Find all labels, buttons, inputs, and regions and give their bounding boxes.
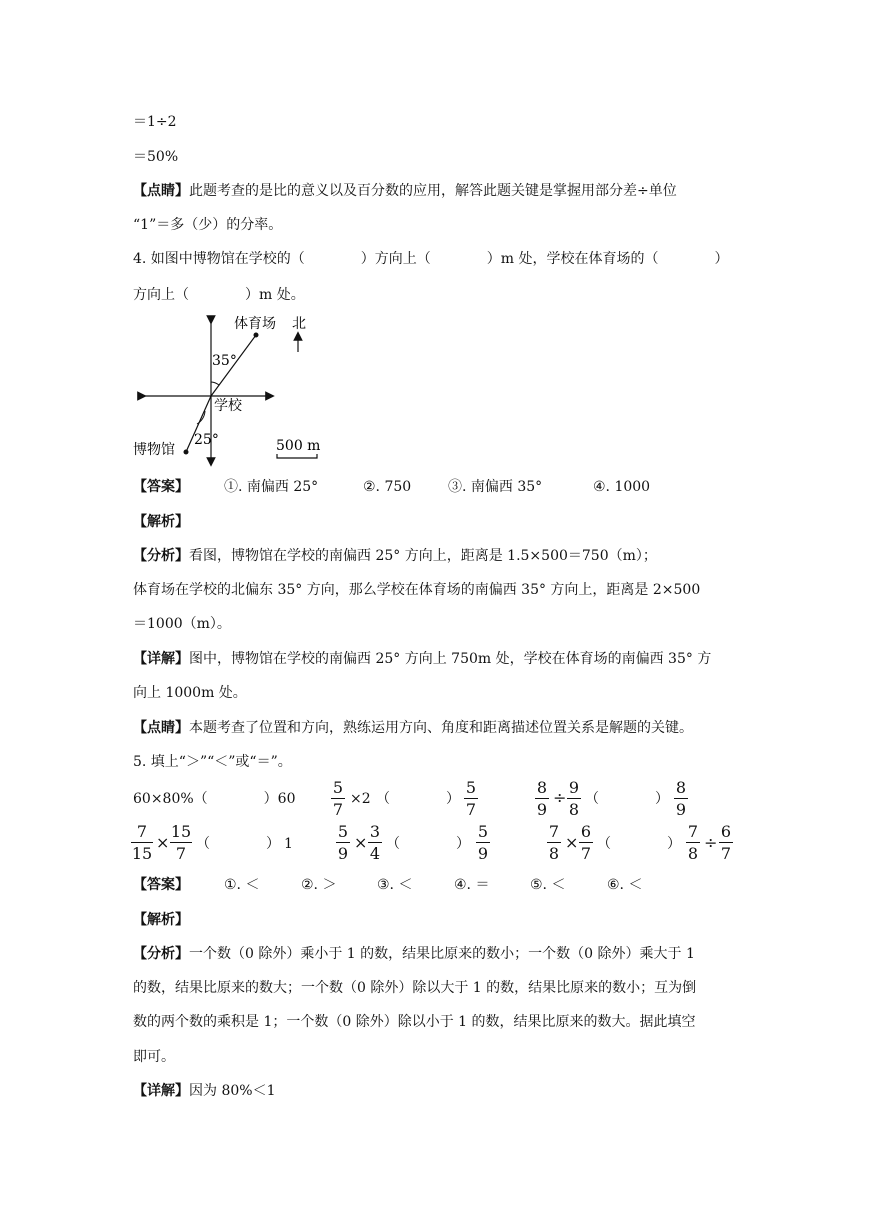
analysis-5-line-4: 即可。 xyxy=(133,1049,175,1065)
blank-3: （ ） xyxy=(585,791,669,807)
frac-8-9-a: 8 9 xyxy=(536,778,548,819)
question-4-line-2: 方向上（ ）m 处。 xyxy=(133,287,305,303)
tip-line-1 xyxy=(133,181,677,201)
times-2: ×2 xyxy=(350,791,371,807)
answer-5-5: ⑤. ＜ xyxy=(530,877,566,893)
question-4-line-1: 4. 如图中博物馆在学校的（ ）方向上（ ）m 处，学校在体育场的（ ） xyxy=(133,251,729,267)
north-label: 北 xyxy=(292,316,306,332)
question-5: 5. 填上“＞”“＜”或“＝”。 xyxy=(133,754,292,770)
answer-5-6: ⑥. ＜ xyxy=(607,877,643,893)
blank-5: （ ） xyxy=(386,836,470,852)
analysis-4-line-2: 体育场在学校的北偏东 35° 方向，那么学校在体育场的南偏西 35° 方向上，距离是 2×500 xyxy=(133,582,701,598)
frac-5-7-a: 5 7 xyxy=(332,778,344,819)
frac-6-7-b: 6 7 xyxy=(720,822,732,863)
stadium-label: 体育场 xyxy=(234,316,276,332)
div-sign-1: ÷ xyxy=(553,788,567,807)
jiexi-tag-2: 【解析】 xyxy=(133,912,189,928)
detail-4-line-1: 【详解】图中，博物馆在学校的南偏西 25° 方向上 750m 处，学校在体育场的南偏西 35° 方 xyxy=(133,651,712,667)
calc-line-1: ＝1÷2 xyxy=(133,114,177,130)
angle-label-25: 25° xyxy=(194,432,219,448)
answer-4-2: ②. 750 xyxy=(363,479,412,495)
frac-7-8-b: 7 8 xyxy=(687,822,699,863)
answer-4-1: ①. 南偏西 25° xyxy=(224,479,319,495)
direction-diagram xyxy=(130,312,350,472)
one: 1 xyxy=(284,836,293,852)
expr-1: 60×80%（ ）60 xyxy=(133,791,296,807)
stadium-point xyxy=(254,333,259,338)
angle-arc-35 xyxy=(211,382,219,385)
analysis-4-line-1: 【分析】看图，博物馆在学校的南偏西 25° 方向上，距离是 1.5×500＝750（m）； xyxy=(133,548,657,564)
answer-5-tag: 【答案】 xyxy=(133,877,189,893)
jiexi-tag-1: 【解析】 xyxy=(133,514,189,530)
frac-7-15: 7 15 xyxy=(131,822,153,863)
frac-5-9-b: 5 9 xyxy=(477,822,489,863)
school-label: 学校 xyxy=(214,398,242,414)
answer-4-3: ③. 南偏西 35° xyxy=(448,479,543,495)
answer-4-4: ④. 1000 xyxy=(593,479,651,495)
answer-5-3: ③. ＜ xyxy=(377,877,413,893)
answer-5-1: ①. ＜ xyxy=(224,877,260,893)
detail-4-line-2: 向上 1000m 处。 xyxy=(133,685,247,701)
blank-2: （ ） xyxy=(376,791,460,807)
frac-8-9-b: 8 9 xyxy=(675,778,687,819)
blank-6: （ ） xyxy=(597,836,681,852)
blank-4: （ ） xyxy=(196,836,280,852)
scale-label: 500 m xyxy=(276,438,321,454)
answer-5-2: ②. ＞ xyxy=(301,877,337,893)
frac-5-7-b: 5 7 xyxy=(465,778,477,819)
analysis-4-line-3: ＝1000（m）。 xyxy=(133,616,231,632)
museum-point xyxy=(184,450,189,455)
frac-5-9-a: 5 9 xyxy=(337,822,349,863)
answer-5-4: ④. ＝ xyxy=(454,877,490,893)
analysis-5-line-1: 【分析】一个数（0 除外）乘小于 1 的数，结果比原来的数小；一个数（0 除外）乘大于 1 xyxy=(133,946,695,962)
scale-bar xyxy=(277,454,317,458)
times-sign-2: × xyxy=(354,833,368,852)
analysis-5-line-3: 数的两个数的乘积是 1；一个数（0 除外）除以小于 1 的数，结果比原来的数大。据此填空 xyxy=(133,1014,696,1030)
angle-label-35: 35° xyxy=(212,353,237,369)
answer-4-tag: 【答案】 xyxy=(133,479,189,495)
museum-label: 博物馆 xyxy=(133,442,175,458)
frac-6-7-a: 6 7 xyxy=(580,822,592,863)
detail-5-line-1: 【详解】因为 80%＜1 xyxy=(133,1083,276,1099)
calc-line-2: ＝50% xyxy=(133,149,179,165)
point-4-line-1: 【点睛】本题考查了位置和方向，熟练运用方向、角度和距离描述位置关系是解题的关键。 xyxy=(133,720,693,736)
tip-tag: 【点睛】 xyxy=(133,183,189,199)
frac-7-8-a: 7 8 xyxy=(548,822,560,863)
frac-9-8: 9 8 xyxy=(568,778,580,819)
tip-text: 此题考查的是比的意义以及百分数的应用，解答此题关键是掌握用部分差÷单位 xyxy=(189,183,677,199)
times-sign-1: × xyxy=(156,833,170,852)
frac-3-4: 3 4 xyxy=(369,822,381,863)
frac-15-7: 15 7 xyxy=(170,822,192,863)
div-sign-2: ÷ xyxy=(704,833,718,852)
analysis-5-line-2: 的数，结果比原来的数大；一个数（0 除外）除以大于 1 的数，结果比原来的数小；互为倒 xyxy=(133,980,697,996)
times-sign-3: × xyxy=(565,833,579,852)
tip-line-2: “1”＝多（少）的分率。 xyxy=(133,217,283,233)
